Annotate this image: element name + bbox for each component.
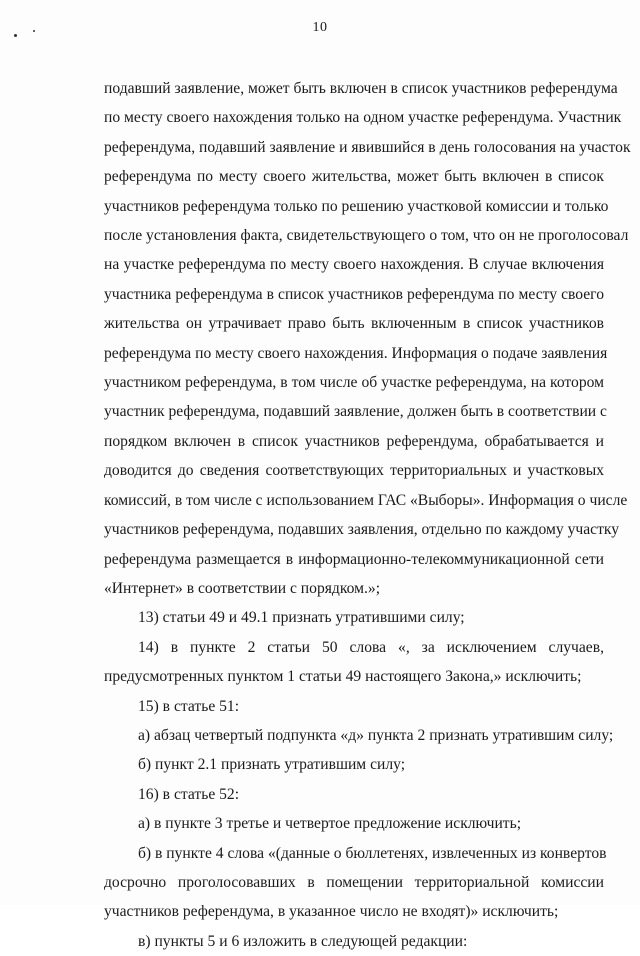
text-line: участников референдума, подавших заявления, отдельно по каждому участку (104, 521, 620, 539)
text-line: подавший заявление, может быть включен в список участников референдума (104, 80, 618, 97)
text-line: референдума, подавший заявление и явившийся в день голосования на участок (104, 138, 631, 156)
list-item-13: 13) статьи 49 и 49.1 признать утратившими силу; (138, 609, 465, 627)
text-line: участником референдума, в том числе об участке референдума, на котором (104, 374, 604, 392)
text-line: участников референдума только по решению участковой комиссии и только (104, 197, 609, 215)
document-body (104, 74, 631, 956)
text-line: после установления факта, свидетельствующего о том, что он не проголосовал (104, 227, 629, 245)
sub-item-16a: а) в пункте 3 третье и четвертое предложение исключить; (138, 815, 522, 833)
text-line: на участке референдума по месту своего нахождения. В случае включения (104, 256, 604, 274)
sub-item-16b-continuation: участников референдума, в указанное число не входят)» исключить; (104, 903, 559, 921)
list-item-14: 14) в пункте 2 статьи 50 слова «, за исключением случаев, (138, 638, 604, 656)
text-line: жительства он утрачивает право быть включенным в список участников (104, 315, 604, 333)
text-line: референдума по месту своего нахождения. Информация о подаче заявления (104, 344, 608, 362)
text-line: референдума по месту своего жительства, может быть включен в список (104, 168, 604, 186)
paragraph-last-line: «Интернет» в соответствии с порядком.»; (104, 579, 381, 597)
list-item-16: 16) в статье 52: (138, 785, 240, 803)
sub-item-16b-continuation: досрочно проголосовавших в помещении территориальной комиссии (104, 873, 604, 891)
page-number: 10 (312, 20, 328, 35)
list-item-14-continuation: предусмотренных пунктом 1 статьи 49 настоящего Закона,» исключить; (104, 668, 582, 686)
text-line: порядком включен в список участников референдума, обрабатывается и (104, 432, 604, 450)
sub-item-16b: б) в пункте 4 слова «(данные о бюллетенях, извлеченных из конвертов (138, 844, 607, 862)
sub-item-15b: б) пункт 2.1 признать утратившим силу; (138, 756, 406, 774)
text-line: участника референдума в список участников референдума по месту своего (104, 285, 604, 303)
text-line: референдума размещается в информационно-телекоммуникационной сети (104, 550, 604, 568)
text-line: участник референдума, подавший заявление, должен быть в соответствии с (104, 403, 607, 421)
sub-item-15a: а) абзац четвертый подпункта «д» пункта 2 признать утратившим силу; (138, 726, 614, 744)
sub-item-16v: в) пункты 5 и 6 изложить в следующей редакции: (138, 932, 468, 950)
text-line: по месту своего нахождения только на одном участке референдума. Участник (104, 109, 622, 127)
list-item-15: 15) в статье 51: (138, 697, 240, 715)
text-line: доводится до сведения соответствующих территориальных и участковых (104, 462, 604, 480)
text-line: комиссий, в том числе с использованием ГАС «Выборы». Информация о числе (104, 491, 628, 509)
